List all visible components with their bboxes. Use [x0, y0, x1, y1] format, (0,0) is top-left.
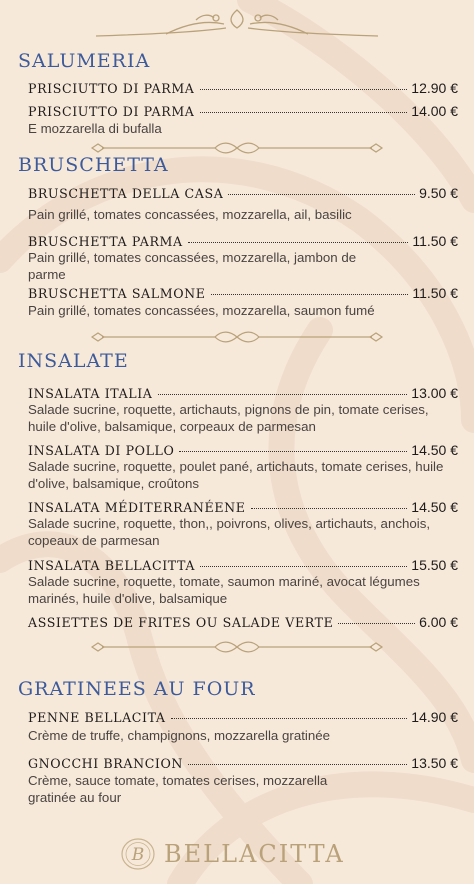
item-description: Salade sucrine, roquette, tomate, saumon mariné, avocat légumes marinés, huile d'olive, balsamique: [28, 574, 420, 606]
menu-item: [28, 557, 458, 573]
divider-ornament-icon: [90, 638, 384, 656]
dot-leader: [171, 718, 408, 719]
item-price: 14.50 €: [411, 499, 458, 515]
dot-leader: [338, 623, 415, 624]
item-name: PRISCIUTTO DI PARMA: [28, 81, 195, 96]
item-description: Salade sucrine, roquette, poulet pané, artichauts, tomate cerises, huile d'olive, balsamique, croûtons: [28, 459, 444, 491]
item-description: Salade sucrine, roquette, artichauts, pignons de pin, tomate cerises, huile d'olive, balsamique, corpeaux de parmesan: [28, 402, 429, 434]
dot-leader: [188, 242, 409, 243]
divider-ornament-icon: [90, 328, 384, 346]
dot-leader: [158, 394, 408, 395]
menu-item: [28, 499, 458, 515]
dot-leader: [211, 294, 409, 295]
item-name: BRUSCHETTA DELLA CASA: [28, 186, 224, 201]
monogram-icon: [118, 836, 158, 872]
monogram-letter: B: [131, 845, 145, 865]
dot-leader: [179, 451, 407, 452]
item-price: 11.50 €: [412, 233, 458, 249]
menu-item: [28, 80, 458, 96]
item-price: 13.00 €: [411, 385, 458, 401]
item-name: ASSIETTES DE FRITES OU SALADE VERTE: [28, 615, 334, 630]
menu-item: [28, 709, 458, 725]
item-description: Crème, sauce tomate, tomates cerises, mozzarella gratinée au four: [28, 773, 328, 805]
section-title-gratinees: GRATINEES AU FOUR: [18, 678, 256, 700]
item-description: Pain grillé, tomates concassées, mozzarella, ail, basilic: [28, 207, 352, 222]
item-name: BRUSCHETTA SALMONE: [28, 286, 206, 301]
dot-leader: [200, 566, 407, 567]
item-price: 14.00 €: [411, 103, 458, 119]
menu-item: [28, 442, 458, 458]
section-title-insalate: INSALATE: [18, 350, 129, 372]
item-description: Crème de truffe, champignons, mozzarella gratinée: [28, 728, 331, 743]
item-price: 15.50 €: [411, 557, 458, 573]
dot-leader: [188, 764, 407, 765]
item-price: 14.90 €: [411, 709, 458, 725]
item-price: 13.50 €: [411, 755, 458, 771]
item-description: E mozzarella di bufalla: [28, 121, 162, 136]
item-description: Pain grillé, tomates concassées, mozzarella, saumon fumé: [28, 303, 375, 318]
brand-name: BELLACITTA: [164, 840, 345, 868]
item-price: 9.50 €: [419, 185, 458, 201]
item-price: 14.50 €: [411, 442, 458, 458]
menu-item: [28, 285, 458, 301]
menu-item: [28, 233, 458, 249]
top-flourish-icon: [96, 6, 378, 40]
item-name: INSALATA DI POLLO: [28, 443, 175, 458]
menu-item: [28, 755, 458, 771]
dot-leader: [251, 508, 408, 509]
item-price: 12.90 €: [411, 80, 458, 96]
item-name: PRISCIUTTO DI PARMA: [28, 104, 195, 119]
section-title-bruschetta: BRUSCHETTA: [18, 154, 169, 176]
item-name: PENNE BELLACITA: [28, 710, 166, 725]
menu-item: [28, 103, 458, 119]
item-name: INSALATA ITALIA: [28, 386, 153, 401]
dot-leader: [200, 89, 408, 90]
item-name: BRUSCHETTA PARMA: [28, 234, 183, 249]
item-description: Salade sucrine, roquette, thon,, poivrons, olives, artichauts, anchois, copeaux de parmesan: [28, 516, 431, 548]
item-name: INSALATA MÉDITERRANÉENE: [28, 500, 246, 515]
item-price: 11.50 €: [412, 285, 458, 301]
menu-item: [28, 185, 458, 201]
menu-item: [28, 385, 458, 401]
brand-logo: [118, 836, 345, 872]
item-description: Pain grillé, tomates concassées, mozzarella, jambon de parme: [28, 250, 357, 282]
dot-leader: [228, 194, 415, 195]
item-name: INSALATA BELLACITTA: [28, 558, 196, 573]
section-title-salumeria: SALUMERIA: [18, 50, 151, 72]
item-price: 6.00 €: [419, 614, 458, 630]
menu-item: [28, 614, 458, 630]
dot-leader: [200, 112, 408, 113]
item-name: GNOCCHI BRANCION: [28, 756, 184, 771]
